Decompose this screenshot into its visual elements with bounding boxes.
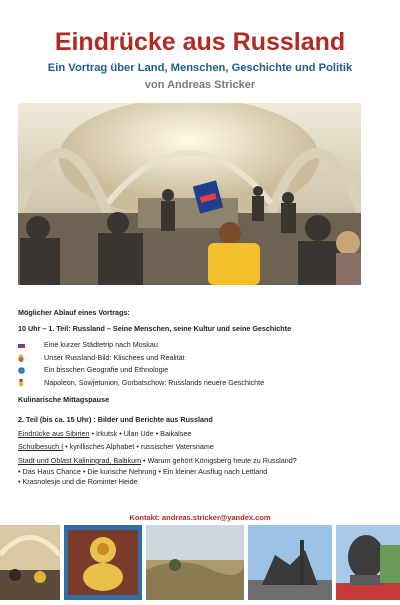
list-item-text: Eine kurzer Städtetrip nach Moskau bbox=[44, 340, 158, 350]
hero-metro-photo bbox=[18, 103, 361, 285]
part2-line-text: • kyrillisches Alphabet • russischer Vatersname bbox=[63, 442, 214, 452]
part2-heading: 2. Teil (bis ca. 15 Uhr) : Bilder und Berichte aus Russland bbox=[18, 415, 213, 425]
lenin-head-photo bbox=[336, 525, 400, 600]
list-item bbox=[18, 339, 383, 352]
list-item-text: Ein bisschen Geografie und Ethnologie bbox=[44, 365, 169, 375]
part1-heading: 10 Uhr – 1. Teil: Russland – Seine Menschen, seine Kultur und seine Geschichte bbox=[18, 323, 292, 333]
globe-icon bbox=[18, 367, 44, 374]
part2-line bbox=[18, 442, 383, 453]
author: von Andreas Stricker bbox=[144, 79, 256, 91]
monument-photo bbox=[248, 525, 332, 600]
part2-line bbox=[18, 429, 383, 440]
medal-icon bbox=[18, 379, 44, 387]
part2-extra-line: • Das Haus Chance • Die kurische Nehrung • Ein kleiner Ausflug nach Lettland bbox=[18, 466, 268, 476]
list-item bbox=[18, 352, 383, 365]
page-title: Eindrücke aus Russland bbox=[54, 28, 346, 56]
list-item-text: Unser Russland-Bild: Klischees und Realität bbox=[44, 352, 185, 362]
part2-line bbox=[18, 456, 383, 467]
lunch-heading: Kulinarische Mittagspause bbox=[18, 394, 110, 404]
contact-line: Kontakt: andreas.stricker@yandex.com bbox=[129, 513, 271, 522]
link-schulbesuch[interactable]: Schulbesuch I bbox=[18, 442, 64, 452]
photo-strip bbox=[0, 525, 400, 600]
agenda-heading: Möglicher Ablauf eines Vortrags: bbox=[18, 308, 130, 317]
subtitle: Ein Vortrag über Land, Menschen, Geschichte und Politik bbox=[47, 62, 353, 74]
part2-extra-line: • Krasnolesje und die Rominter Heide bbox=[18, 477, 138, 487]
steppe-photo bbox=[146, 525, 244, 600]
list-item bbox=[18, 364, 383, 377]
list-item bbox=[18, 377, 383, 390]
list-item-text: Napoleon, Sowjetunion, Gorbatschow: Russlands neuere Geschichte bbox=[44, 377, 265, 387]
metro-photo bbox=[0, 525, 60, 600]
part2-line-text: • Warum gehört Königsberg heute zu Russland? bbox=[141, 455, 297, 465]
part2-line-text: • Irkutsk • Ulan Ude • Baikalsee bbox=[89, 428, 192, 438]
flag-icon bbox=[18, 342, 44, 348]
link-sibirien[interactable]: Eindrücke aus Sibirien bbox=[18, 428, 90, 438]
matryoshka-icon bbox=[18, 354, 44, 362]
buddha-photo bbox=[64, 525, 142, 600]
link-kaliningrad[interactable]: Stadt und Oblast Kaliningrad, Baltikum bbox=[18, 455, 142, 465]
agenda-section bbox=[18, 308, 383, 488]
